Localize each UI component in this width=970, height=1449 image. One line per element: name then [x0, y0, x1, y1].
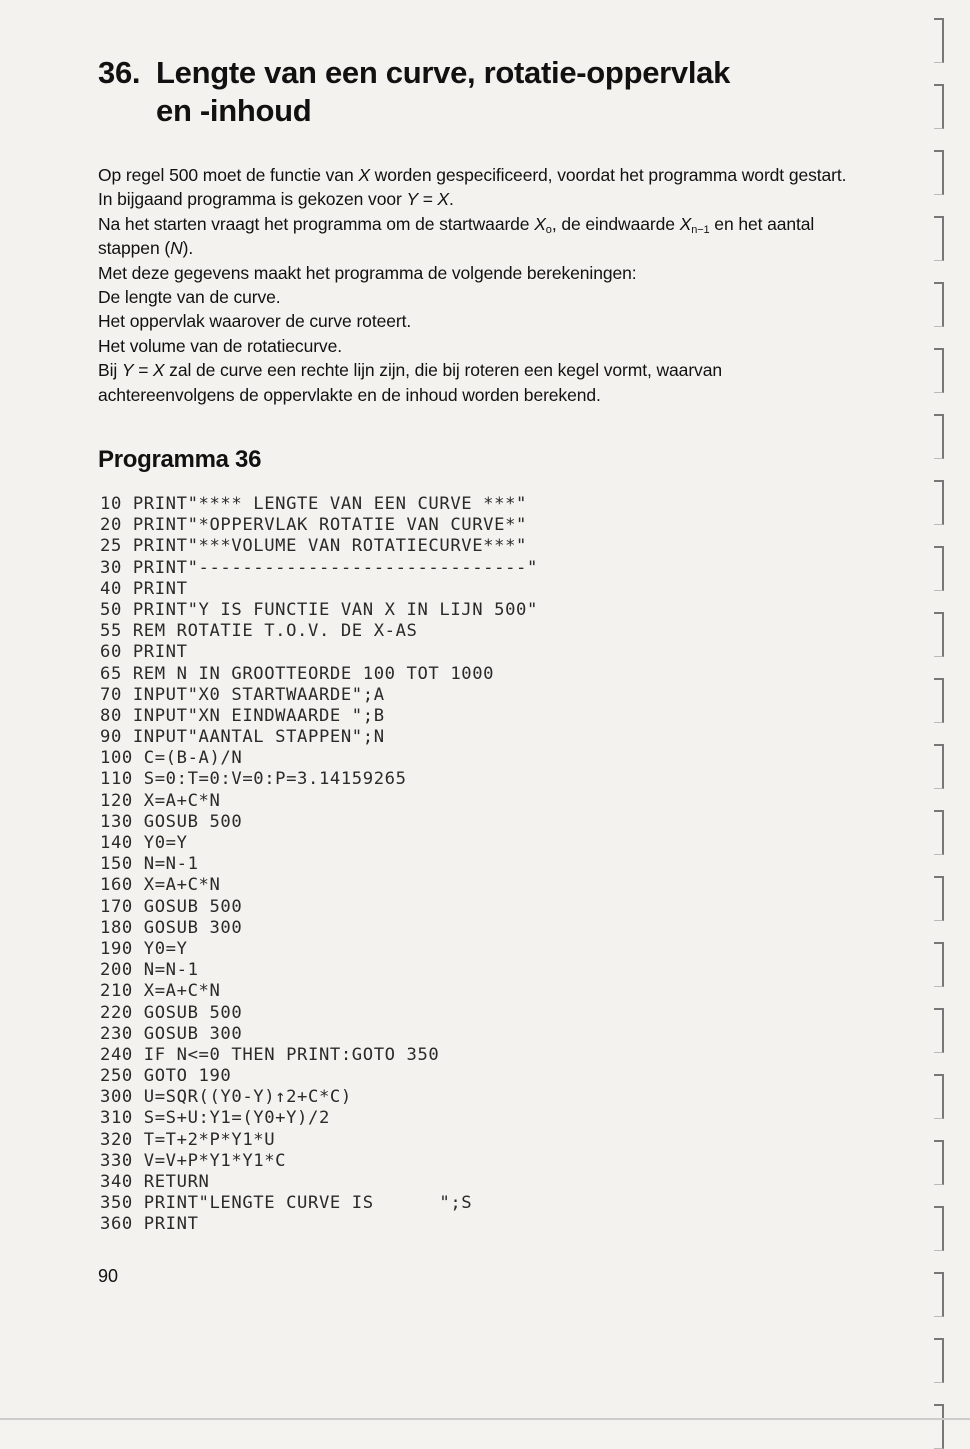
code-line: 50 PRINT"Y IS FUNCTIE VAN X IN LIJN 500": [100, 599, 538, 620]
code-line: 180 GOSUB 300: [100, 917, 243, 938]
binder-tab: [934, 612, 944, 657]
code-line: 90 INPUT"AANTAL STAPPEN";N: [100, 727, 385, 748]
binder-tab: [934, 18, 944, 63]
code-line: 200 N=N-1: [100, 960, 199, 981]
binder-tab: [934, 150, 944, 195]
code-line: 20 PRINT"*OPPERVLAK ROTATIE VAN CURVE*": [100, 515, 527, 536]
code-line: 150 N=N-1: [100, 854, 199, 875]
binder-tab: [934, 942, 944, 987]
code-line: 60 PRINT: [100, 642, 188, 663]
code-line: 350 PRINT"LENGTE CURVE IS ";S: [100, 1193, 473, 1214]
binder-tab: [934, 84, 944, 129]
code-line: 80 INPUT"XN EINDWAARDE ";B: [100, 705, 385, 726]
intro-paragraph-4: De lengte van de curve.: [98, 287, 281, 308]
chapter-title-line1: Lengte van een curve, rotatie-oppervlak: [156, 55, 731, 90]
intro-paragraph-6: Het volume van de rotatiecurve.: [98, 335, 342, 356]
binder-tab: [934, 1272, 944, 1317]
code-line: 100 C=(B-A)/N: [100, 748, 243, 769]
code-line: 170 GOSUB 500: [100, 896, 243, 917]
binder-tab: [934, 744, 944, 789]
binder-tab: [934, 1008, 944, 1053]
code-line: 210 X=A+C*N: [100, 981, 221, 1002]
binder-tab: [934, 1074, 944, 1119]
code-line: 250 GOTO 190: [100, 1066, 232, 1087]
page-bottom-edge: [0, 1418, 970, 1420]
intro-paragraph-3: Met deze gegevens maakt het programma de volgende berekeningen:: [98, 262, 637, 283]
binder-tab: [934, 1140, 944, 1185]
binder-tab-strip: [930, 0, 970, 1424]
intro-paragraph-5: Het oppervlak waarover de curve roteert.: [98, 311, 412, 332]
intro-paragraph-7: Bij Y = X zal de curve een rechte lijn zijn, die bij roteren een kegel vormt, waarvan achtereenvolgens de oppervlakte en de inhoud worden berekend.: [98, 360, 722, 405]
code-line: 120 X=A+C*N: [100, 790, 221, 811]
code-line: 310 S=S+U:Y1=(Y0+Y)/2: [100, 1108, 330, 1129]
code-line: 70 INPUT"X0 STARTWAARDE";A: [100, 684, 385, 705]
code-line: 190 Y0=Y: [100, 938, 188, 959]
code-line: 25 PRINT"***VOLUME VAN ROTATIECURVE***": [100, 536, 527, 557]
code-line: 340 RETURN: [100, 1172, 210, 1192]
code-line: 300 U=SQR((Y0-Y)↑2+C*C): [100, 1087, 352, 1108]
binder-tab: [934, 1206, 944, 1251]
binder-tab: [934, 216, 944, 261]
binder-tab: [934, 348, 944, 393]
code-line: 130 GOSUB 500: [100, 811, 243, 832]
code-line: 140 Y0=Y: [100, 833, 188, 853]
intro-paragraph-2: Na het starten vraagt het programma om de startwaarde $X_o$, de eindwaarde $X_{n-1}$ en het aantal stappen (N).: [98, 213, 815, 259]
code-line: 220 GOSUB 500: [100, 1002, 243, 1023]
binder-tab: [934, 678, 944, 723]
binder-tab: [934, 414, 944, 459]
binder-tab: [934, 480, 944, 525]
binder-tab: [934, 1404, 944, 1449]
code-line: 55 REM ROTATIE T.O.V. DE X-AS: [100, 621, 418, 642]
code-line: 110 S=0:T=0:V=0:P=3.14159265: [100, 769, 407, 790]
binder-tab: [934, 1338, 944, 1383]
program-listing: [100, 494, 800, 1236]
code-line: 30 PRINT"------------------------------": [100, 557, 538, 578]
page-number: 90: [98, 1266, 119, 1286]
code-line: 330 V=V+P*Y1*Y1*C: [100, 1150, 287, 1171]
intro-paragraph-1: Op regel 500 moet de functie van X worden gespecificeerd, voordat het programma wordt gestart. In bijgaand programma is gekozen voor Y = X.: [98, 165, 847, 210]
program-heading: Programma 36: [98, 446, 262, 473]
code-line: 10 PRINT"**** LENGTE VAN EEN CURVE ***": [100, 494, 527, 514]
intro-text: [98, 163, 858, 407]
binder-tab: [934, 282, 944, 327]
binder-tab: [934, 546, 944, 591]
binder-tab: [934, 810, 944, 855]
code-line: 320 T=T+2*P*Y1*U: [100, 1129, 276, 1150]
code-line: 160 X=A+C*N: [100, 875, 221, 896]
code-line: 40 PRINT: [100, 578, 188, 599]
code-line: 65 REM N IN GROOTTEORDE 100 TOT 1000: [100, 663, 495, 684]
code-line: 360 PRINT: [100, 1214, 199, 1235]
chapter-number: 36.: [98, 55, 141, 90]
chapter-title: [98, 54, 858, 130]
code-line: 240 IF N<=0 THEN PRINT:GOTO 350: [100, 1044, 440, 1065]
binder-tab: [934, 876, 944, 921]
code-line: 230 GOSUB 300: [100, 1023, 243, 1044]
chapter-title-line2: en -inhoud: [156, 93, 312, 128]
